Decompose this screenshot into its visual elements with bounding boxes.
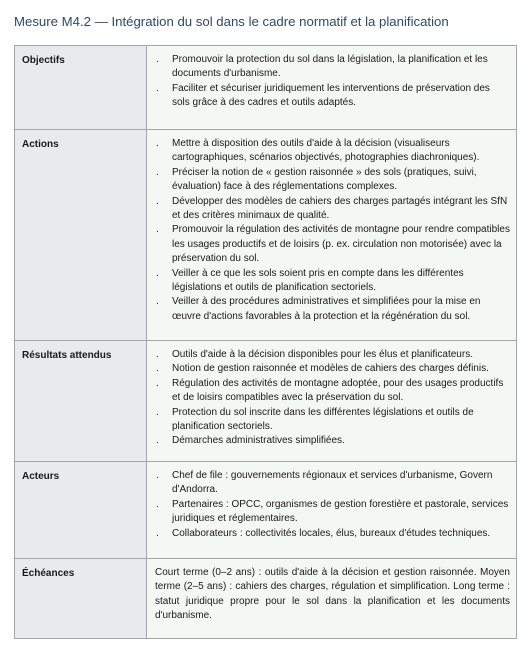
list-item <box>155 377 510 406</box>
row-label: Objectifs <box>15 46 147 130</box>
list-item-text: Développer des modèles de cahiers des charges partagés intégrant les SfN et des critères minimaux de qualité. <box>172 195 508 222</box>
list-item-text: Démarches administratives simplifiées. <box>172 435 345 447</box>
bullet: . <box>156 470 159 481</box>
bullet: . <box>156 527 159 539</box>
bullet: . <box>156 349 159 360</box>
list-item <box>155 223 510 266</box>
list-item-text: Régulation des activités de montagne adoptée, pour des usages productifs et de loisirs compatibles avec la préservation du sol. <box>172 377 504 404</box>
row-label: Actions <box>15 130 147 341</box>
list-item <box>155 498 510 527</box>
bullet: . <box>156 296 159 308</box>
bullet: . <box>156 406 159 418</box>
list-item <box>155 267 510 296</box>
table-row-objectifs <box>15 46 517 130</box>
row-content <box>147 341 517 462</box>
bullet: . <box>156 138 159 149</box>
list-item <box>155 53 510 82</box>
list-item-text: Outils d'aide à la décision disponibles pour les élus et planificateurs. <box>172 349 473 360</box>
table-row-echeances <box>15 559 517 639</box>
list-item <box>155 295 510 324</box>
bullet: . <box>156 267 159 279</box>
list-item <box>155 362 510 376</box>
list-item <box>155 527 510 541</box>
bullet: . <box>156 54 159 65</box>
list-item-text: Protection du sol inscrite dans les différentes législations et outils de planification sectoriels. <box>172 406 474 433</box>
list-item <box>155 195 510 224</box>
list-item-text: Promouvoir la régulation des activités de montagne pour rendre compatibles les usages productifs et de loisirs (p. ex. circulation non motorisée) avec la préservation du sol. <box>172 224 510 265</box>
list-item-text: Faciliter et sécuriser juridiquement les interventions de préservation des sols grâce à des cadres et outils adaptés. <box>172 82 490 109</box>
list-item <box>155 166 510 195</box>
bullet: . <box>156 195 159 207</box>
bullet: . <box>156 166 159 178</box>
list-item-text: Veiller à ce que les sols soient pris en compte dans les différentes législations et outils de planification sectoriels. <box>172 267 464 294</box>
bullet: . <box>156 363 159 375</box>
row-label: Résultats attendus <box>15 341 147 462</box>
row-label: Acteurs <box>15 462 147 559</box>
list-item-text: Partenaires : OPCC, organismes de gestion forestière et pastorale, services juridiques et réglementaires. <box>172 498 509 525</box>
list-item-text: Mettre à disposition des outils d'aide à la décision (visualiseurs cartographiques, scénarios objectivés, photographies diachroniques). <box>172 138 480 164</box>
list-item-text: Notion de gestion raisonnée et modèles de cahiers des charges définis. <box>172 363 489 375</box>
bullet: . <box>156 435 159 447</box>
list-item-text: Préciser la notion de « gestion raisonnée » des sols (pratiques, suivi, évaluation) face à des réglementations complexes. <box>172 166 477 193</box>
row-content <box>147 130 517 341</box>
bullet: . <box>156 498 159 510</box>
table-row-resultats <box>15 341 517 462</box>
table-row-actions <box>15 130 517 341</box>
list-item <box>155 406 510 435</box>
bullet: . <box>156 377 159 389</box>
bullet: . <box>156 82 159 94</box>
row-content: Court terme (0–2 ans) : outils d'aide à la décision et gestion raisonnée. Moyen terme (2–5 ans) : cahiers des charges, régulation et simplification. Long terme : statut juridique propre pour le sol dans la planification et les documents d'urbanisme. <box>147 559 517 639</box>
list-item <box>155 434 510 448</box>
list-item-text: Collaborateurs : collectivités locales, élus, bureaux d'études techniques. <box>172 527 491 539</box>
row-content <box>147 46 517 130</box>
list-item <box>155 137 510 166</box>
table-row-acteurs <box>15 462 517 559</box>
measure-table <box>14 45 517 639</box>
row-label: Échéances <box>15 559 147 639</box>
page-title: Mesure M4.2 — Intégration du sol dans le cadre normatif et la planification <box>14 14 449 29</box>
list-item-text: Chef de file : gouvernements régionaux et services d'urbanisme, Govern d'Andorra. <box>172 470 493 496</box>
row-content <box>147 462 517 559</box>
list-item <box>155 348 510 362</box>
list-item <box>155 82 510 111</box>
list-item-text: Promouvoir la protection du sol dans la législation, la planification et les documents d'urbanisme. <box>172 54 488 80</box>
list-item <box>155 469 510 498</box>
list-item-text: Veiller à des procédures administratives et simplifiées pour la mise en œuvre d'actions favorables à la protection et la régénération du sol. <box>172 296 481 322</box>
bullet: . <box>156 224 159 236</box>
